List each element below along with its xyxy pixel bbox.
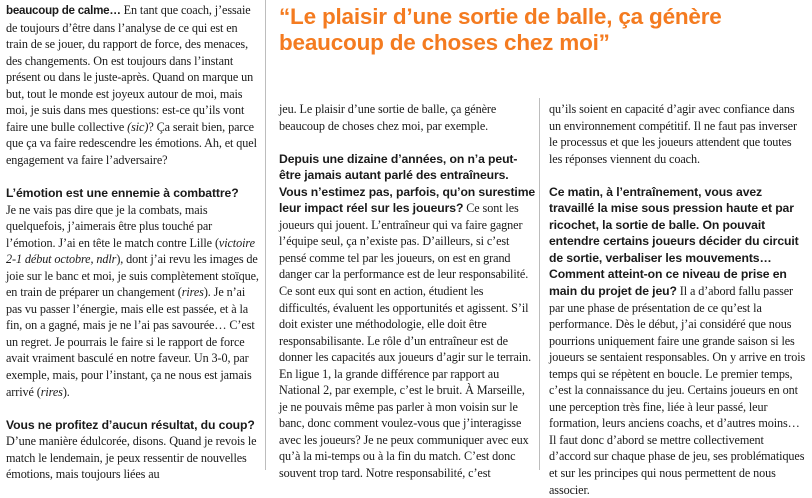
column-rule-right (539, 98, 540, 470)
sic-note: (sic) (127, 119, 149, 134)
article-column-1 (6, 2, 260, 483)
answer-paragraph: Je ne vais pas dire que je la combats, mais quelquefois, j’aimerais être plus touché par l’émotion. J’ai en tête le match contre Lille (victoire 2-1 début octobre, ndlr), dont j’ai revu les images de joie sur le banc et moi, je suis complètement stoïque, en train de préparer un changement (rires). Je n’ai pas vu passer l’énergie, mais elle est passée, et à la fin, on a gagné, mais je ne l’ai pas savourée… C’est un regret. Je pourrais le faire si le rapport de force avait vraiment basculé en notre faveur. Un 3-0, par exemple, mais, pour l’instant, ça ne nous est jamais arrivé (rires). (6, 202, 259, 399)
interview-question: Ce matin, à l’entraînement, vous avez travaillé la mise sous pression haute et par ricochet, la sortie de balle. On pouvait entendre certains joueurs décider du circuit de sortie, verbaliser les mouvements… Comment atteint-on ce niveau de prise en main du projet de jeu? (549, 184, 799, 299)
paragraph-continued: jeu. Le plaisir d’une sortie de balle, ça génère beaucoup de choses chez moi, par exemple. (279, 102, 497, 133)
article-column-3 (549, 101, 806, 498)
pull-quote (279, 4, 799, 56)
column-rule-left (265, 0, 266, 470)
answer-text: Il a d’abord fallu passer par une phase de présentation de ce qu’est la performance. Dès le début, j’ai considéré que nous pourrions uniquement faire une grande saison si les joueurs se sentaient responsables. On y arrive en trois temps qui se répètent en boucle. Le premier temps, c’est la connaissance du jeu. Certains joueurs en ont une perception très fine, liée à leur passé, leur formation, leurs anciens coachs, et d’autres moins… Il faut donc d’abord se mettre collectivement d’accord sur chaque phase de jeu, ses problématiques et sur les principes qui nous permettent de nous associer. (549, 284, 806, 497)
interview-question: Depuis une dizaine d’années, on n’a peut-être jamais autant parlé des entraîneurs. Vous n’estimez pas, parfois, qu’on surestime leur impact réel sur les joueurs? (279, 151, 536, 216)
answer-text: Ce sont les joueurs qui jouent. L’entraîneur qui va faire gagner l’équipe seul, ça n’existe pas. D’ailleurs, si c’est pensé comme tel par les joueurs, on est en grand danger car la performance est de leur responsabilité. Ce sont eux qui sont en action, étudient les difficultés, évaluent les opportunités et agissent. S’il doit exister une méthodologie, elle doit être responsabilisante. Le rôle d’un entraîneur est de donner les capacités aux joueurs d’agir sur le terrain. En ligue 1, la grande différence par rapport au National 2, par exemple, c’est le bruit. À Marseille, je ne pouvais même pas parler à mon voisin sur le banc, donc comment voulez-vous que j’interagisse avec les joueurs? Je ne peux communiquer avec eux qu’à la mi-temps ou à la fin du match. C’est donc souvent trop tard. Notre responsabilité, c’est (279, 201, 532, 481)
editor-note: victoire 2-1 début octobre, ndlr (6, 235, 255, 267)
question-answer (279, 151, 536, 482)
interview-question: Vous ne profitez d’aucun résultat, du coup? (6, 417, 255, 432)
pull-quote-line-2: beaucoup de choses chez moi” (279, 30, 610, 55)
question-answer (549, 184, 806, 498)
interview-question: L’émotion est une ennemie à combattre? (6, 186, 239, 201)
answer-paragraph: D’une manière édulcorée, disons. Quand je revois le match le lendemain, je peux ressentir de nouvelles émotions, mais toujours liées au (6, 434, 257, 482)
paragraph-continued: beaucoup de calme… En tant que coach, j’essaie de toujours d’être dans l’analyse de ce qui est en train de se jouer, du rapport de force, des menaces, des changements. On est toujours dans l’instant présent ou dans le juste-après. Quand on marque un but, tout le monde est joyeux autour de moi, mais moi, je suis dans mes questions: est-ce qu’ils vont faire une bulle collective (sic)? Ça serait bien, parce que ça va faire redescendre les émotions. Ah, et quel engagement va faire l’adversaire? (6, 3, 257, 167)
paragraph-continued: qu’ils soient en capacité d’agir avec confiance dans un environnement compétitif. Il ne faut pas inverser le processus et que les joueurs attendent que toutes les réponses viennent du coach. (549, 102, 797, 166)
article-column-2 (279, 101, 536, 482)
lead-in: beaucoup de calme… (6, 4, 121, 17)
pull-quote-line-1: “Le plaisir d’une sortie de balle, ça génère (279, 4, 722, 29)
